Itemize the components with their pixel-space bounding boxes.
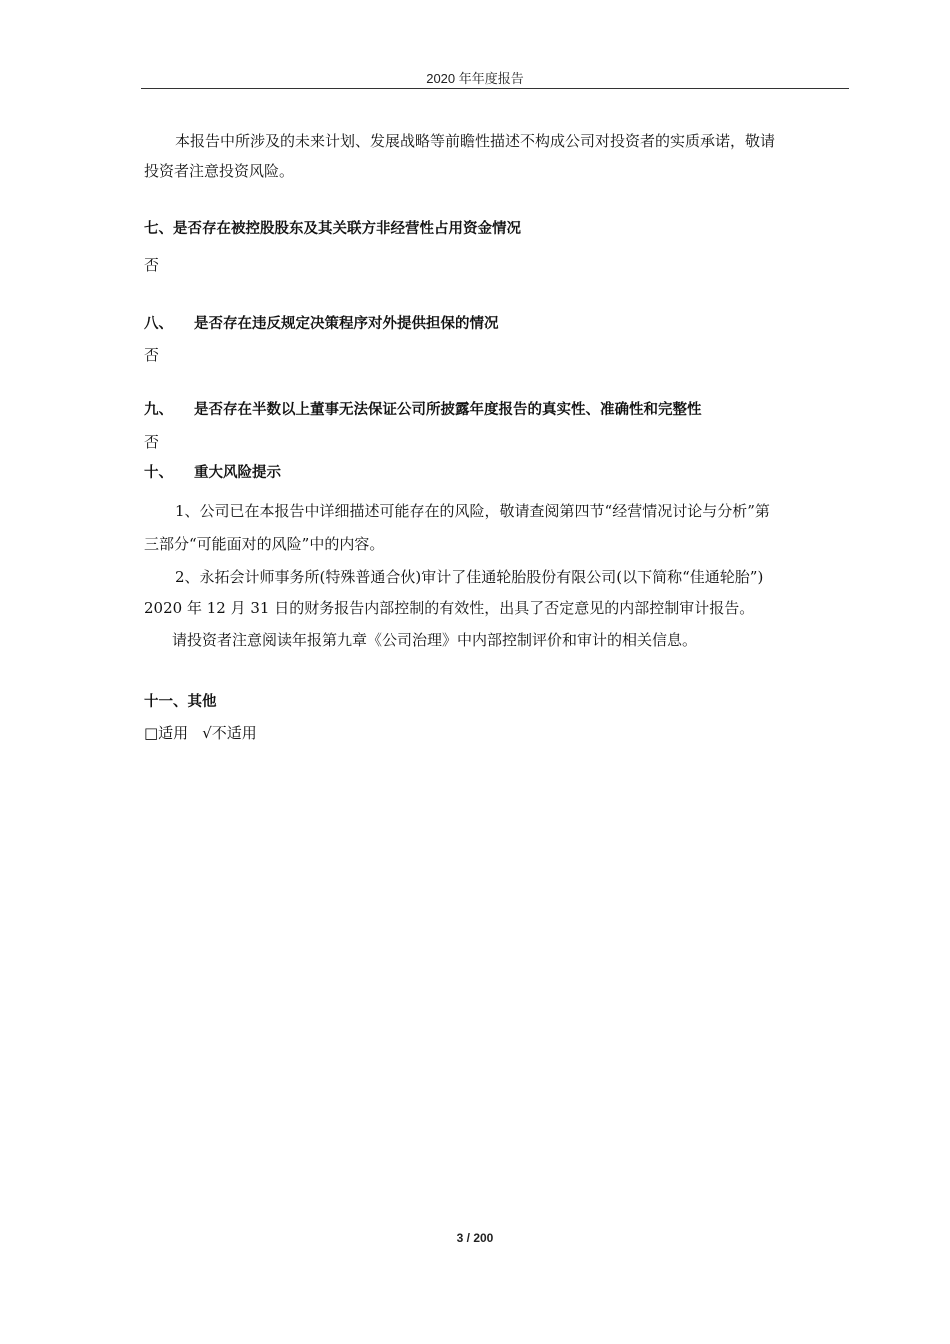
risk-note: 请投资者注意阅读年报第九章《公司治理》中内部控制评价和审计的相关信息。 — [172, 631, 698, 649]
section-10-heading — [144, 462, 281, 484]
section-9-answer: 否 — [144, 433, 160, 451]
section-8-answer: 否 — [144, 346, 160, 364]
risk-item-1-line-2: 三部分“可能面对的风险”中的内容。 — [144, 535, 385, 553]
section-11-heading: 十一、其他 — [144, 694, 217, 710]
option-applicable: □适用 — [144, 724, 189, 742]
risk-item-2-line-1: 2、永拓会计师事务所(特殊普通合伙)审计了佳通轮胎股份有限公司(以下简称“佳通轮胎”) — [175, 568, 764, 586]
section-8-number: 八、 — [144, 316, 173, 332]
risk-item-1-line-1: 1、公司已在本报告中详细描述可能存在的风险，敬请查阅第四节“经营情况讨论与分析”第 — [175, 502, 770, 520]
page-number: 3 / 200 — [456, 1231, 494, 1245]
section-9-number: 九、 — [144, 402, 173, 418]
section-7-heading: 七、是否存在被控股股东及其关联方非经营性占用资金情况 — [144, 221, 521, 237]
section-10-number: 十、 — [144, 465, 173, 481]
section-8-heading — [144, 313, 499, 335]
page-header: 2020 年年度报告 — [426, 71, 524, 86]
section-9-heading — [144, 399, 702, 421]
section-10-title: 重大风险提示 — [194, 465, 281, 481]
section-9-title: 是否存在半数以上董事无法保证公司所披露年度报告的真实性、准确性和完整性 — [194, 402, 702, 418]
section-8-title: 是否存在违反规定决策程序对外提供担保的情况 — [194, 316, 499, 332]
intro-line-1: 本报告中所涉及的未来计划、发展战略等前瞻性描述不构成公司对投资者的实质承诺，敬请 — [175, 132, 776, 150]
section-7-answer: 否 — [144, 256, 160, 274]
risk-item-2-line-2: 2020 年 12 月 31 日的财务报告内部控制的有效性，出具了否定意见的内部控制审计报告。 — [144, 599, 755, 617]
section-11-options — [144, 722, 257, 744]
header-divider — [141, 88, 849, 89]
intro-line-2: 投资者注意投资风险。 — [144, 162, 295, 180]
option-not-applicable: √不适用 — [202, 724, 257, 742]
